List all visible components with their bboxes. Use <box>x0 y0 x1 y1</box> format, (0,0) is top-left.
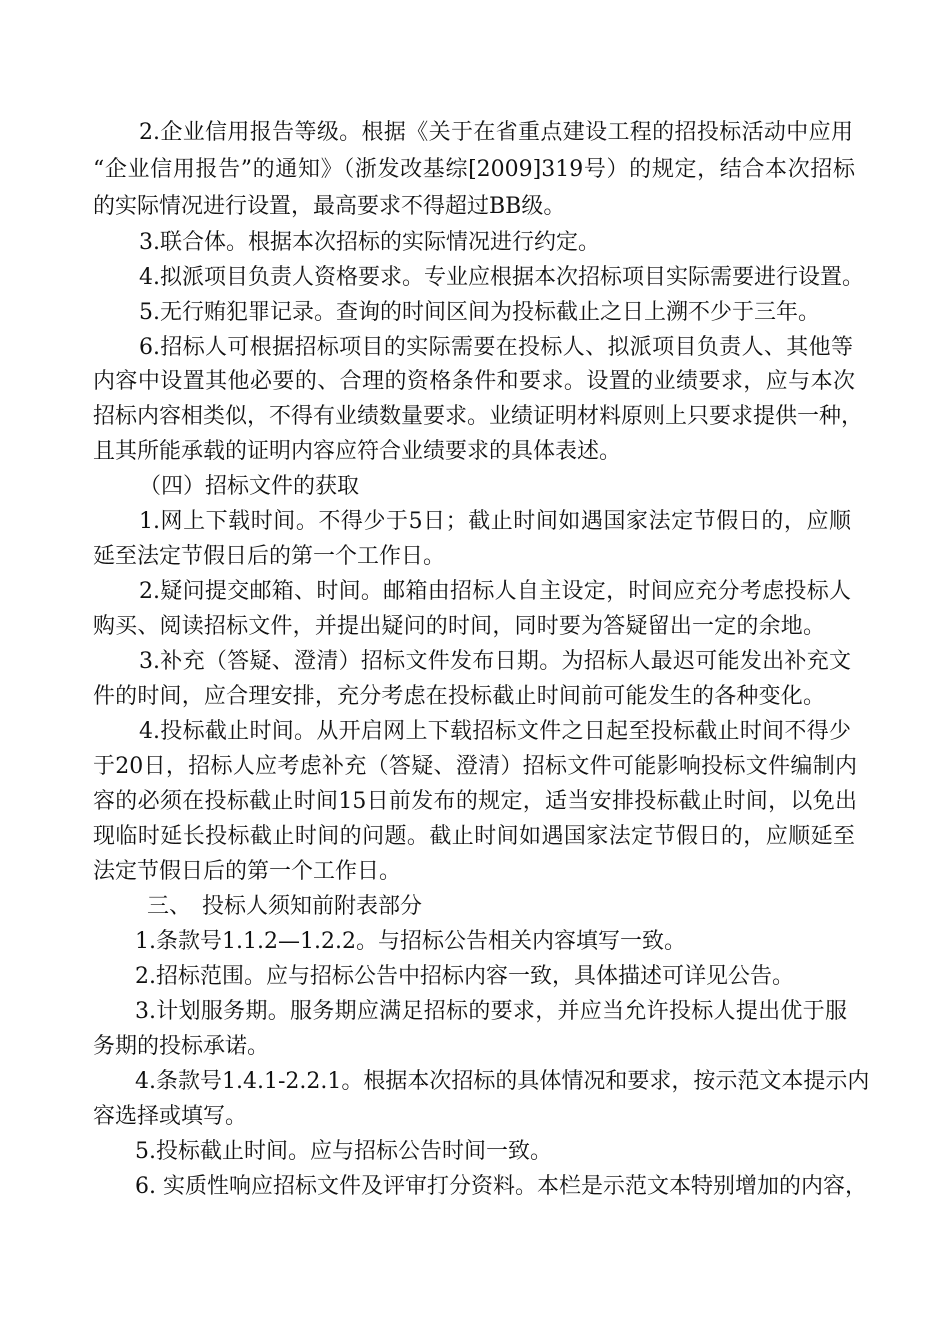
text-line: 内容中设置其他必要的、合理的资格条件和要求。设置的业绩要求，应与本次 <box>93 369 855 394</box>
section-heading: 三、 投标人须知前附表部分 <box>147 894 423 919</box>
text-line: 6.招标人可根据招标项目的实际需要在投标人、拟派项目负责人、其他等 <box>139 335 853 360</box>
text-line: 1.网上下载时间。不得少于5日；截止时间如遇国家法定节假日的，应顺 <box>139 509 851 534</box>
text-line: 5.无行贿犯罪记录。查询的时间区间为投标截止之日上溯不少于三年。 <box>139 300 820 325</box>
text-line: 4.条款号1.4.1-2.2.1。根据本次招标的具体情况和要求，按示范文本提示内 <box>135 1069 870 1094</box>
text-line: 容选择或填写。 <box>93 1104 248 1129</box>
text-line: 3.联合体。根据本次招标的实际情况进行约定。 <box>139 230 600 255</box>
text-line: 现临时延长投标截止时间的问题。截止时间如遇国家法定节假日的，应顺延至 <box>93 824 855 849</box>
text-line: “企业信用报告”的通知》（浙发改基综[2009]319号）的规定，结合本次招标 <box>93 157 855 182</box>
text-line: 且其所能承载的证明内容应符合业绩要求的具体表述。 <box>93 439 622 464</box>
text-line: 招标内容相类似，不得有业绩数量要求。业绩证明材料原则上只要求提供一种， <box>93 404 864 429</box>
text-line: 4.拟派项目负责人资格要求。专业应根据本次招标项目实际需要进行设置。 <box>139 265 864 290</box>
text-line: 5.投标截止时间。应与招标公告时间一致。 <box>135 1139 552 1164</box>
text-line: 6. 实质性响应招标文件及评审打分资料。本栏是示范文本特别增加的内容， <box>135 1174 867 1199</box>
text-line: 于20日，招标人应考虑补充（答疑、澄清）招标文件可能影响投标文件编制内 <box>93 754 857 779</box>
text-line: 件的时间，应合理安排，充分考虑在投标截止时间前可能发生的各种变化。 <box>93 684 825 709</box>
text-line: 2.疑问提交邮箱、时间。邮箱由招标人自主设定，时间应充分考虑投标人 <box>139 579 851 604</box>
text-line: 4.投标截止时间。从开启网上下载招标文件之日起至投标截止时间不得少 <box>139 719 851 744</box>
text-line: 容的必须在投标截止时间15日前发布的规定，适当安排投标截止时间，以免出 <box>93 789 857 814</box>
text-line: 1.条款号1.1.2—1.2.2。与招标公告相关内容填写一致。 <box>135 929 686 954</box>
section-heading: （四）招标文件的获取 <box>139 474 360 499</box>
text-line: 的实际情况进行设置，最高要求不得超过BB级。 <box>93 194 566 219</box>
text-line: 务期的投标承诺。 <box>93 1034 270 1059</box>
text-line: 法定节假日后的第一个工作日。 <box>93 859 402 884</box>
text-line: 3.计划服务期。服务期应满足招标的要求，并应当允许投标人提出优于服 <box>135 999 847 1024</box>
text-line: 购买、阅读招标文件，并提出疑问的时间，同时要为答疑留出一定的余地。 <box>93 614 825 639</box>
text-line: 2.企业信用报告等级。根据《关于在省重点建设工程的招投标活动中应用 <box>139 120 853 145</box>
text-line: 延至法定节假日后的第一个工作日。 <box>93 544 446 569</box>
text-line: 3.补充（答疑、澄清）招标文件发布日期。为招标人最迟可能发出补充文 <box>139 649 851 674</box>
text-line: 2.招标范围。应与招标公告中招标内容一致，具体描述可详见公告。 <box>135 964 794 989</box>
